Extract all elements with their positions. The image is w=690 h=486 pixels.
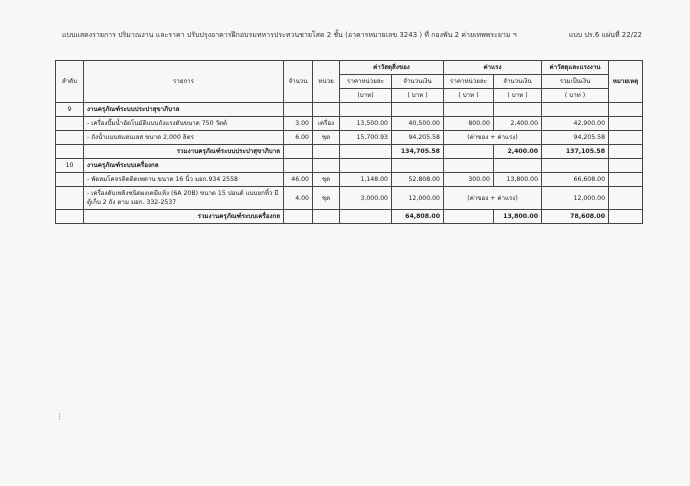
material-amount: 94,205.58 — [392, 131, 444, 145]
col-labor-unit-price: ราคาหน่วยละ — [444, 75, 494, 89]
document-title: แบบแสดงรายการ ปริมาณงาน และราคา ปรับปรุงอาคารฝึกอบรมทหารประทวนชายโสด 2 ชั้น (อาคารหมายเลข 3243 ) ที่ กองพัน 2 ค่ายเทพพระยาม ฯ — [62, 31, 517, 39]
unit-label: ( บาท ) — [542, 89, 609, 103]
labor-note: (ค่าของ + ค่าแรง) — [444, 131, 542, 145]
col-note: หมายเหตุ — [609, 61, 643, 103]
col-no: ลำดับ — [56, 61, 84, 103]
unit: ชุด — [313, 187, 340, 210]
labor-amount: 2,400.00 — [494, 117, 542, 131]
subtotal-material: 134,705.58 — [392, 145, 444, 159]
col-material-amount: จำนวนเงิน — [392, 75, 444, 89]
col-item: รายการ — [84, 61, 284, 103]
qty: 46.00 — [284, 173, 313, 187]
col-labor: ค่าแรง — [444, 61, 542, 75]
material-amount: 40,500.00 — [392, 117, 444, 131]
labor-note: (ค่าของ + ค่าแรง) — [444, 187, 542, 210]
col-total-amount: รวมเป็นเงิน — [542, 75, 609, 89]
labor-unit-price: 800.00 — [444, 117, 494, 131]
item-desc: - เครื่องปั๊มน้ำอัตโนมัติแบบถังแรงดันขนาด 750 วัตต์ — [84, 117, 284, 131]
item-desc: - พัดลมโคจรติดติดเพดาน ขนาด 16 นิ้ว มอก.934 2558 — [84, 173, 284, 187]
subtotal-labor: 13,800.00 — [494, 210, 542, 224]
section-title: งานครุภัณฑ์ระบบเครื่องกล — [84, 159, 284, 173]
qty: 4.00 — [284, 187, 313, 210]
total-amount: 66,608.00 — [542, 173, 609, 187]
total-amount: 12,000.00 — [542, 187, 609, 210]
unit: ชุด — [313, 173, 340, 187]
section-row — [56, 159, 643, 173]
total-amount: 42,900.00 — [542, 117, 609, 131]
subtotal-row — [56, 210, 643, 224]
section-title: งานครุภัณฑ์ระบบประปาสุขาภิบาล — [84, 103, 284, 117]
item-desc: - ถังน้ำแบบสแตนเลส ขนาด 2,000 ลิตร — [84, 131, 284, 145]
unit-label: (บาท) — [340, 89, 392, 103]
material-unit-price: 13,500.00 — [340, 117, 392, 131]
section-row — [56, 103, 643, 117]
subtotal-row — [56, 145, 643, 159]
subtotal-total: 78,608.00 — [542, 210, 609, 224]
qty: 3.00 — [284, 117, 313, 131]
table-row — [56, 131, 643, 145]
material-amount: 12,000.00 — [392, 187, 444, 210]
quantity-price-table — [55, 60, 643, 224]
total-amount: 94,205.58 — [542, 131, 609, 145]
item-desc: - เครื่องดับเพลิงชนิดผงเคมีแห้ง (6A 20B) ขนาด 15 ปอนด์ แบบยกหิ้ว มีตู้เก็บ 2 ถัง ตาม มอก. 332-2537 — [84, 187, 284, 210]
material-unit-price: 15,700.93 — [340, 131, 392, 145]
subtotal-label: รวมงานครุภัณฑ์ระบบประปาสุขาภิบาล — [84, 145, 284, 159]
section-no: 10 — [56, 159, 84, 173]
unit: ชุด — [313, 131, 340, 145]
col-material: ค่าวัสดุสิ่งของ — [340, 61, 444, 75]
section-no: 9 — [56, 103, 84, 117]
material-amount: 52,808.00 — [392, 173, 444, 187]
unit: เครื่อง — [313, 117, 340, 131]
header-row-1 — [56, 61, 643, 75]
subtotal-labor: 2,400.00 — [494, 145, 542, 159]
col-unit: หน่วย — [313, 61, 340, 103]
scan-smudge-icon: ⁝ — [58, 412, 62, 423]
form-number: แบบ ปร.6 แผ่นที่ 22/22 — [568, 31, 642, 39]
unit-label: ( บาท ) — [444, 89, 494, 103]
col-total: ค่าวัสดุและแรงงาน — [542, 61, 609, 75]
col-qty: จำนวน — [284, 61, 313, 103]
labor-unit-price: 300.00 — [444, 173, 494, 187]
col-labor-amount: จำนวนเงิน — [494, 75, 542, 89]
table-row — [56, 173, 643, 187]
table-row — [56, 187, 643, 210]
subtotal-total: 137,105.58 — [542, 145, 609, 159]
material-unit-price: 1,148.00 — [340, 173, 392, 187]
material-unit-price: 3,000.00 — [340, 187, 392, 210]
unit-label: ( บาท ) — [392, 89, 444, 103]
labor-amount: 13,800.00 — [494, 173, 542, 187]
subtotal-label: รวมงานครุภัณฑ์ระบบเครื่องกล — [84, 210, 284, 224]
qty: 6.00 — [284, 131, 313, 145]
subtotal-material: 64,808.00 — [392, 210, 444, 224]
col-material-unit-price: ราคาหน่วยละ — [340, 75, 392, 89]
table-row — [56, 117, 643, 131]
unit-label: ( บาท ) — [494, 89, 542, 103]
